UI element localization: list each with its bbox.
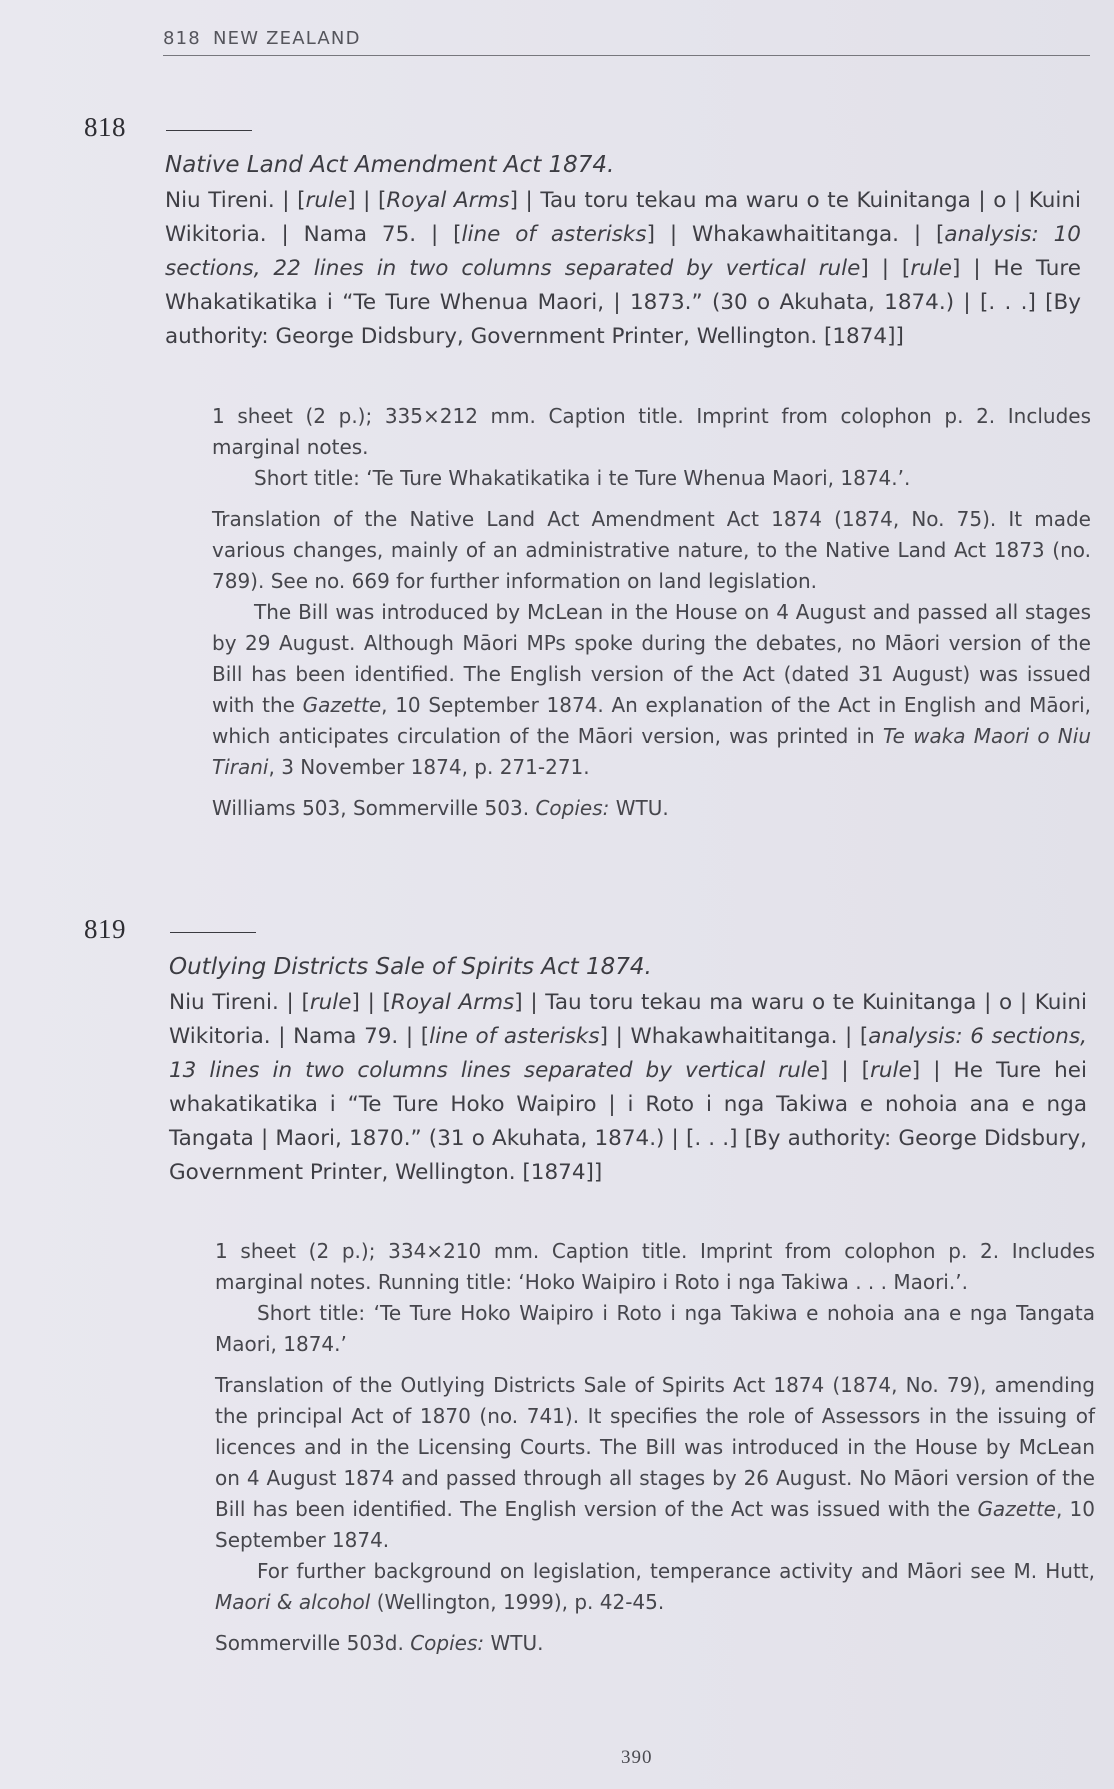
transcription-italic: rule: [870, 1058, 912, 1083]
note-italic: Gazette: [302, 693, 382, 717]
note-text: (Wellington, 1999), p. 42-45.: [370, 1590, 665, 1614]
entry-dash-rule: [166, 130, 252, 131]
transcription-text: ] | Whakawhaititanga. | [: [646, 222, 945, 247]
physical-description: 1 sheet (2 p.); 334×210 mm. Caption title. Imprint from colophon p. 2. Includes marginal notes. Running title: ‘Hoko Waipiro i Roto i nga Takiwa . . . Maori.’.: [215, 1239, 1095, 1294]
copies-label: Copies:: [535, 796, 610, 820]
note-text: Translation of the Outlying Districts Sale of Spirits Act 1874 (1874, No. 79), amending the principal Act of 1870 (no. 741). It specifies the role of Assessors in the issuing of licences and in the Licensing Courts. The Bill was introduced in the House by McLean on 4 August 1874 and passed through all stages by 26 August. No Māori version of the Bill has been identified. The English version of the Act was issued with the: [215, 1373, 1095, 1521]
copies-label: Copies:: [410, 1631, 485, 1655]
transcription-text: ] | He Ture Whakatikatika i “Te Ture Whenua Maori, | 1873.” (30 o Akuhata, 1874.) | [. . .] [By authority: George Didsbury, Government Printer, Wellington. [1874]]: [165, 256, 1081, 349]
transcription-italic: Royal Arms: [386, 188, 510, 213]
transcription-italic: rule: [910, 256, 952, 281]
copies-value: WTU.: [609, 796, 669, 820]
note-italic: Gazette: [977, 1497, 1056, 1521]
running-head-page-number: 818: [163, 28, 201, 49]
page-folio: 390: [621, 1747, 653, 1768]
transcription-text: ] | He Ture hei whakatikatika i “Te Ture Hoko Waipiro | i Roto i nga Takiwa e nohoia ana e nga Tangata | Maori, 1870.” (31 o Akuhata, 1874.) | [. . .] [By authority: George Didsbury, Government Printer, Wellington. [1874]]: [169, 1058, 1087, 1185]
note-text: For further background on legislation, temperance activity and Māori see M. Hutt,: [257, 1559, 1095, 1583]
transcription-text: ] | Whakawhaititanga. | [: [599, 1024, 869, 1049]
entry-number: 819: [84, 914, 126, 944]
note-paragraph: [215, 1556, 1095, 1618]
running-head: [163, 28, 361, 49]
transcription-text: ] | [: [351, 990, 391, 1015]
entry-number: 818: [84, 112, 126, 142]
references: [215, 1628, 1095, 1659]
transcription-text: ] | [: [347, 188, 387, 213]
transcription-italic: analysis: 6 sections, 13 lines in two columns lines separated by vertical rule: [169, 1024, 1087, 1083]
transcription-italic: rule: [309, 990, 352, 1015]
transcription-italic: line of asterisks: [461, 222, 647, 247]
running-head-title: NEW ZEALAND: [212, 28, 361, 49]
transcription-italic: analysis: 10 sections, 22 lines in two columns separated by vertical rule: [165, 222, 1081, 281]
references-text: Williams 503, Sommerville 503.: [212, 796, 536, 820]
entry-transcription: [169, 986, 1087, 1190]
note-paragraph: [212, 597, 1091, 783]
entry-notes: [215, 1236, 1095, 1659]
transcription-text: ] | Tau toru tekau ma waru o te Kuinitanga | o | Kuini Wikitoria. | Nama 79. | [: [169, 990, 1087, 1049]
note-text: The Bill was introduced by McLean in the House on 4 August and passed all stages by 29 August. Although Māori MPs spoke during the debates, no Māori version of the Bill has been identified. The English version of the Act (dated 31 August) was issued with the: [212, 600, 1091, 717]
transcription-text: Niu Tireni. | [: [169, 990, 310, 1015]
copies-value: WTU.: [484, 1631, 544, 1655]
transcription-italic: line of asterisks: [429, 1024, 600, 1049]
physical-description: 1 sheet (2 p.); 335×212 mm. Caption title. Imprint from colophon p. 2. Includes marginal notes.: [212, 404, 1091, 459]
entry-title: Native Land Act Amendment Act 1874.: [165, 152, 615, 178]
note-text: , 10 September 1874. An explanation of the Act in English and Māori, which anticipates circulation of the Māori version, was printed in: [212, 693, 1091, 748]
transcription-italic: rule: [305, 188, 348, 213]
note-text: , 10 September 1874.: [215, 1497, 1095, 1552]
short-title: Short title: ‘Te Ture Hoko Waipiro i Roto i nga Takiwa e nohoia ana e nga Tangata Maori, 1874.’: [215, 1301, 1095, 1356]
entry-dash-rule: [170, 932, 256, 933]
short-title: Short title: ‘Te Ture Whakatikatika i te Ture Whenua Maori, 1874.’.: [254, 466, 911, 490]
entry-transcription: [165, 184, 1081, 354]
transcription-italic: Royal Arms: [390, 990, 515, 1015]
note-text: , 3 November 1874, p. 271-271.: [268, 755, 590, 779]
note-paragraph: Translation of the Native Land Act Amendment Act 1874 (1874, No. 75). It made various changes, mainly of an administrative nature, to the Native Land Act 1873 (no. 789). See no. 669 for further information on land legislation.: [212, 507, 1091, 593]
transcription-text: ] | Tau toru tekau ma waru o te Kuinitanga | o | Kuini Wikitoria. | Nama 75. | [: [165, 188, 1081, 247]
references: [212, 793, 1091, 824]
entry-title: Outlying Districts Sale of Spirits Act 1874.: [169, 954, 652, 980]
entry-notes: [212, 401, 1091, 824]
note-paragraph: [215, 1370, 1095, 1556]
note-italic: Te waka Maori o Niu Tirani: [212, 724, 1091, 779]
references-text: Sommerville 503d.: [215, 1631, 411, 1655]
note-italic: Maori & alcohol: [215, 1590, 371, 1614]
transcription-text: ] | [: [819, 1058, 871, 1083]
header-rule: [163, 55, 1090, 56]
transcription-text: ] | [: [860, 256, 911, 281]
transcription-text: Niu Tireni. | [: [165, 188, 306, 213]
